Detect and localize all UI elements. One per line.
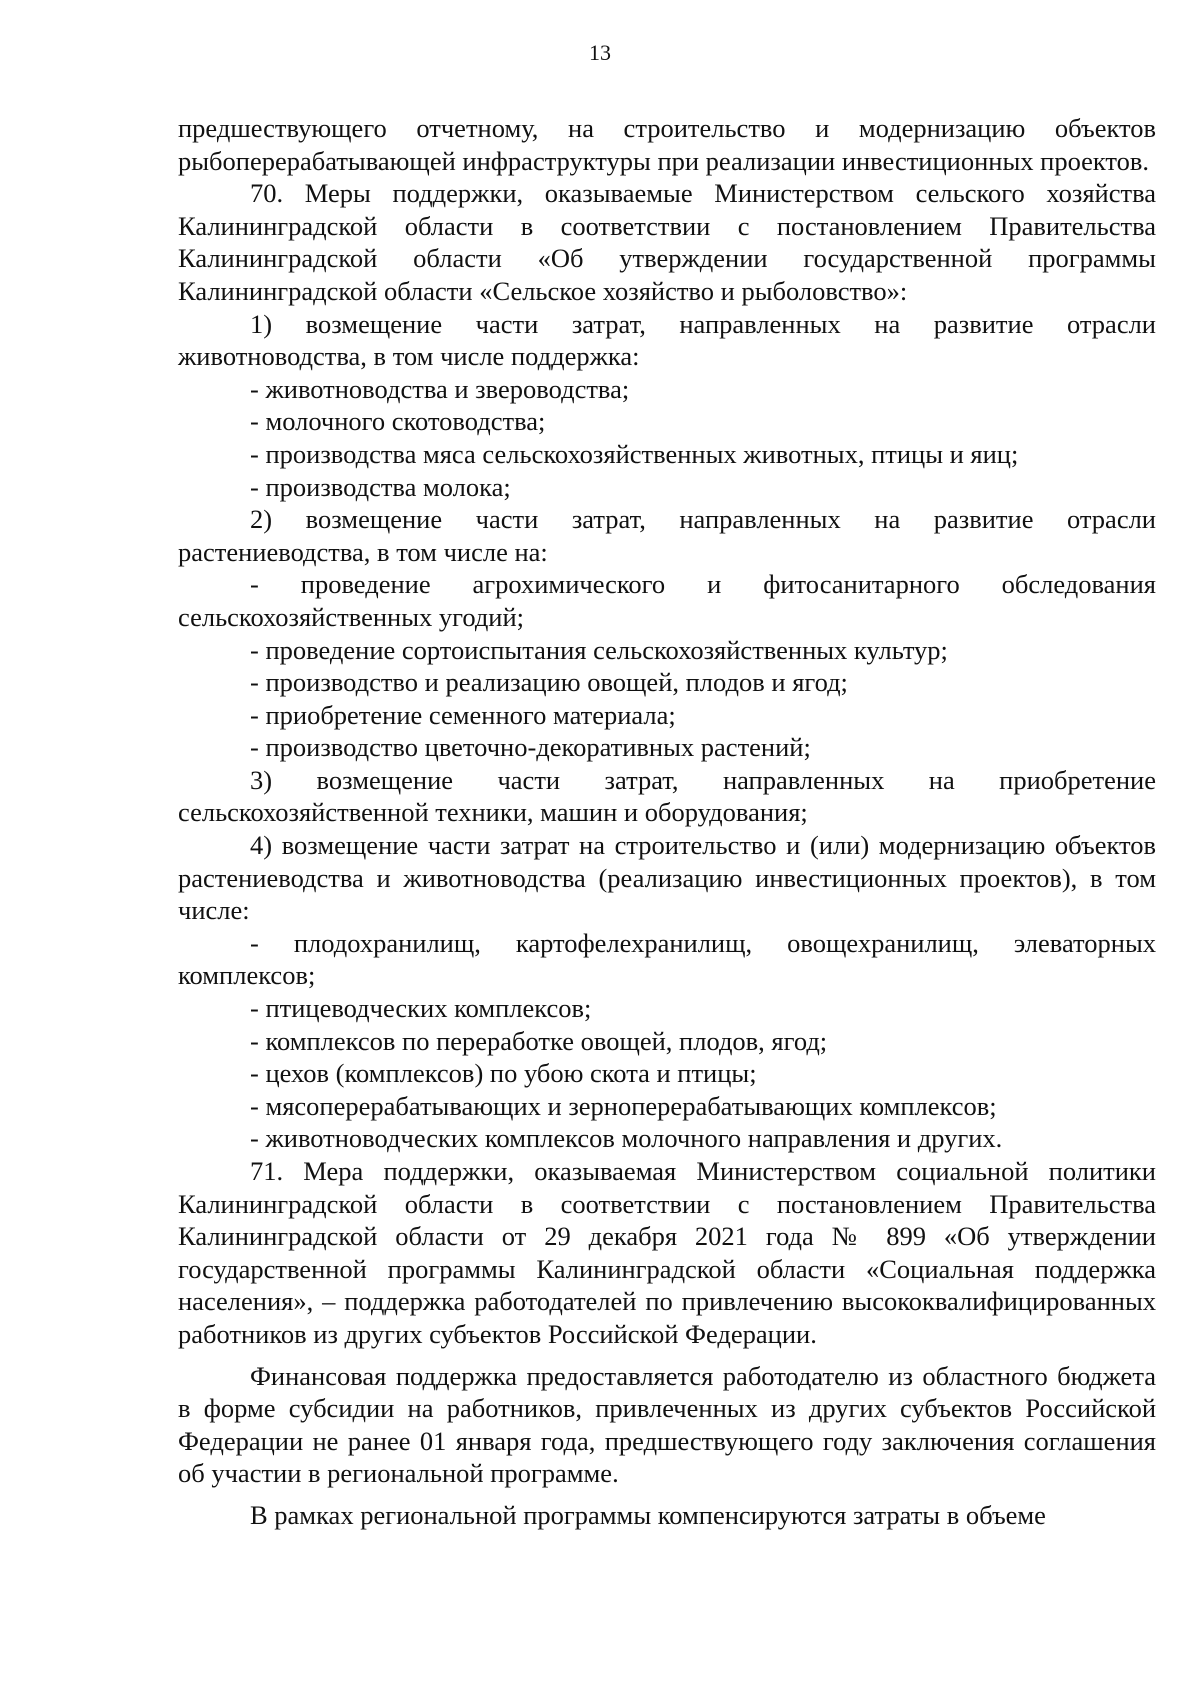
list-item: - производства мяса сельскохозяйственных животных, птицы и яиц; (250, 438, 1019, 469)
list-item: - проведение агрохимического и фитосанитарного обследования сельскохозяйственных угодий; (178, 569, 1156, 632)
paragraph-subitem-3: 3) возмещение части затрат, направленных на приобретение сельскохозяйственной техники, машин и оборудования; (178, 764, 1156, 828)
list-item: - животноводства и звероводства; (250, 373, 630, 404)
page-number: 13 (589, 40, 611, 65)
list-item: - птицеводческих комплексов; (250, 993, 592, 1024)
list-item: - мясоперерабатывающих и зерноперерабатывающих комплексов; (250, 1090, 997, 1121)
list-item: - плодохранилищ, картофелехранилищ, овощехранилищ, элеваторных комплексов; (178, 927, 1156, 991)
list-item: - производство и реализацию овощей, плодов и ягод; (250, 667, 848, 698)
paragraph-subitem-4: 4) возмещение части затрат на строительство и (или) модернизацию объектов растениеводства и животноводства (реализацию инвестиционных проектов), в том числе: (178, 830, 1156, 926)
list-item: - животноводческих комплексов молочного направления и других. (250, 1123, 1003, 1154)
paragraph-item-71: 71. Мера поддержки, оказываемая Министерством социальной политики Калининградской области в соответствии с постановлением Правительства Калининградской области от 29 декабря 2021 года № 899 «Об утверждении государственной программы Калининградской области «Социальная поддержка населения», – поддержка работодателей по привлечению высококвалифицированных работников из других субъектов Российской Федерации. (178, 1156, 1156, 1349)
document-body (178, 112, 1156, 1532)
paragraph-continuation: предшествующего отчетному, на строительство и модернизацию объектов рыбоперерабатывающей инфраструктуры при реализации инвестиционных проектов. (178, 113, 1156, 176)
list-item: - приобретение семенного материала; (250, 699, 676, 730)
paragraph-subitem-1: 1) возмещение части затрат, направленных на развитие отрасли животноводства, в том числе поддержка: (178, 308, 1156, 372)
paragraph-financial-support: Финансовая поддержка предоставляется работодателю из областного бюджета в форме субсидии на работников, привлеченных из других субъектов Российской Федерации не ранее 01 января года, предшествующего году заключения соглашения об участии в региональной программе. (178, 1360, 1156, 1489)
paragraph-item-70: 70. Меры поддержки, оказываемые Министерством сельского хозяйства Калининградской области в соответствии с постановлением Правительства Калининградской области «Об утверждении государственной программы Калининградской области «Сельское хозяйство и рыболовство»: (178, 178, 1156, 306)
list-item: - производства молока; (250, 471, 511, 502)
list-item: - молочного скотоводства; (250, 406, 546, 437)
list-item: - проведение сортоиспытания сельскохозяйственных культур; (250, 634, 948, 665)
paragraph-regional-program: В рамках региональной программы компенсируются затраты в объеме (250, 1499, 1046, 1530)
paragraph-subitem-2: 2) возмещение части затрат, направленных на развитие отрасли растениеводства, в том числе на: (178, 504, 1156, 567)
list-item: - комплексов по переработке овощей, плодов, ягод; (250, 1025, 828, 1056)
list-item: - производство цветочно-декоративных растений; (250, 732, 811, 763)
list-item: - цехов (комплексов) по убою скота и птицы; (250, 1058, 757, 1089)
